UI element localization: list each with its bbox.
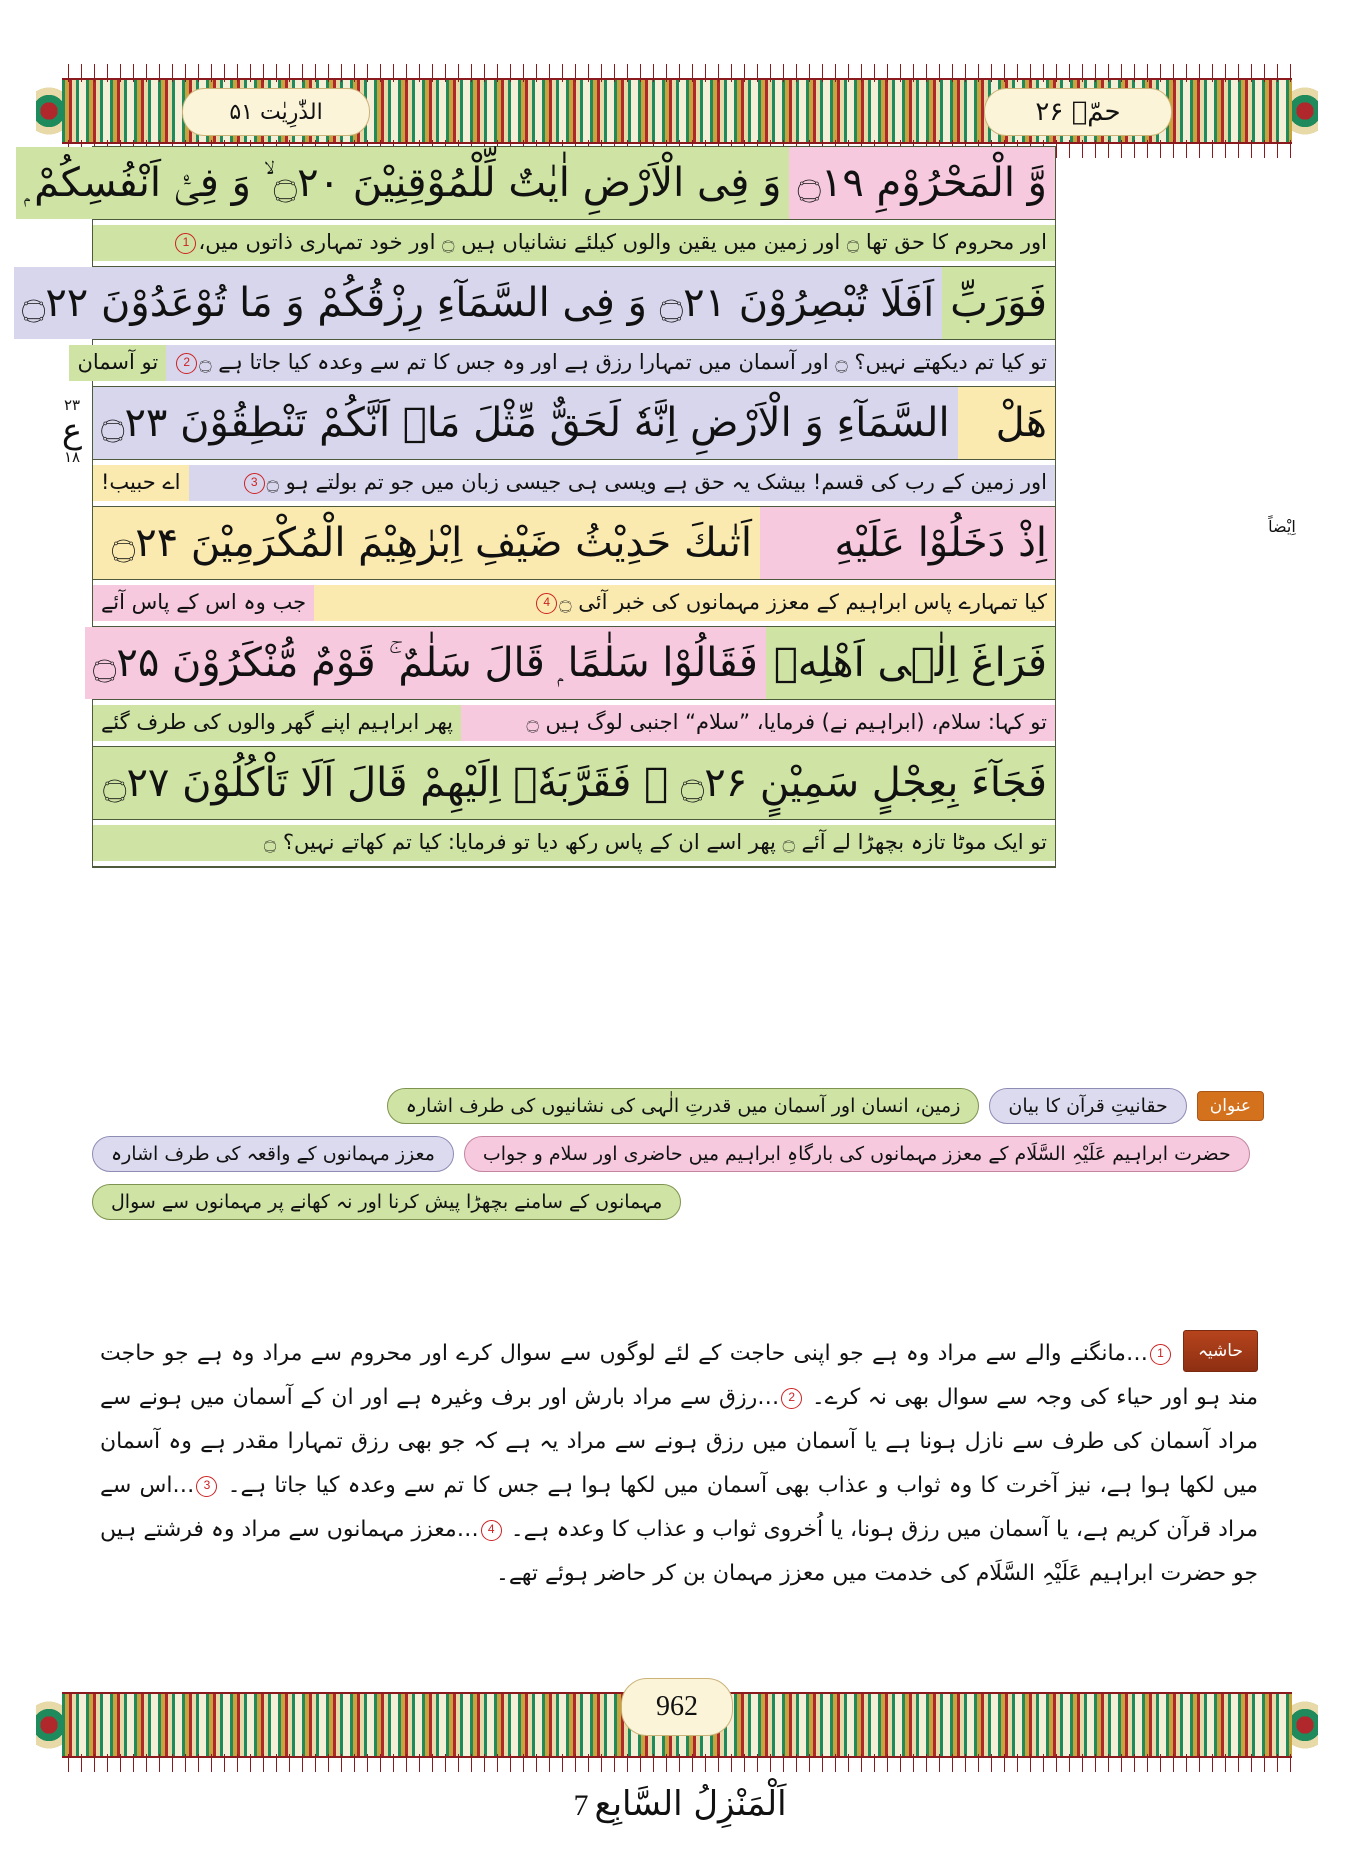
ayah-arabic-row [24, 147, 1055, 220]
hashiya-badge: حاشیہ [1183, 1330, 1258, 1372]
urdu-translation-segment [93, 225, 1055, 261]
ayah-arabic-segment [14, 267, 942, 339]
ayah-arabic-segment [766, 627, 1055, 699]
side-margin-note: اِیْضاً [1268, 517, 1296, 536]
ayah-arabic-segment [85, 627, 766, 699]
surah-name-cartouche: الذّٰرِیٰت ۵۱ [182, 88, 370, 136]
urdu-translation-segment [93, 825, 1055, 861]
footnote-text: …معزز مہمانوں سے مراد وہ فرشتے ہیں جو حضرت ابراہیم عَلَیْہِ السَّلَام کی خدمت میں معزز مہمان بن کر حاضر ہوئے تھے۔ [100, 1517, 1258, 1586]
ayah-urdu-row [93, 580, 1055, 627]
ruku-marker-top-number: ۲۳ [63, 396, 81, 414]
urdu-translation-tail-segment [93, 705, 461, 741]
ayah-urdu-row [93, 820, 1055, 867]
topic-pill: مہمانوں کے سامنے بچھڑا پیش کرنا اور نہ کھانے پر مہمانوں سے سوال [92, 1184, 681, 1220]
ayah-arabic-segment [16, 147, 789, 219]
footnote-text: …اس سے مراد قرآن کریم ہے، یا آسمان میں رزق ہونا، یا اُخروی ثواب و عذاب کا وعدہ ہے۔ [100, 1473, 1258, 1542]
urdu-translation-text: تو کہا: سلام، (ابراہیم نے) فرمایا، ”سلام“ اجنبی لوگ ہیں ۝ [526, 710, 1047, 735]
urdu-translation-segment [461, 705, 1055, 741]
arabic-verse-text: وَّ الْمَحْرُوْمِ ۝۱۹ [797, 160, 1047, 206]
page-number: 962 [621, 1678, 733, 1736]
footnote-marker[interactable]: 4 [536, 593, 557, 614]
arabic-verse-text: فَجَآءَ بِعِجْلٍ سَمِیْنٍ ۝۲۶ ۙ فَقَرَّبَهٗۤ اِلَیْهِمْ قَالَ اَلَا تَاْكُلُوْنَ ۝۲۷ [103, 760, 1047, 806]
ayah-arabic-segment [942, 267, 1055, 339]
urdu-translation-tail-text: اے حبیب! [101, 470, 181, 495]
ayah-arabic-row [93, 507, 1055, 580]
arabic-verse-text: اَفَلَا تُبْصِرُوْنَ ۝۲۱ وَ فِی السَّمَآءِ رِزْقُكُمْ وَ مَا تُوْعَدُوْنَ ۝۲۲ [21, 280, 935, 326]
urdu-translation-text: تو کیا تم دیکھتے نہیں؟ ۝ اور آسمان میں تمہارا رزق ہے اور وہ جس کا تم سے وعدہ کیا جاتا ہے ۝ [199, 350, 1047, 375]
urdu-translation-text: تو ایک موٹا تازہ بچھڑا لے آئے ۝ پھر اسے ان کے پاس رکھ دیا تو فرمایا: کیا تم کھاتے نہیں؟ ۝ [263, 830, 1047, 855]
arabic-verse-text: السَّمَآءِ وَ الْاَرْضِ اِنَّهٗ لَحَقٌّ مِّثْلَ مَاۤ اَنَّكُمْ تَنْطِقُوْنَ ۝۲۳ [101, 400, 950, 446]
footnote-marker[interactable]: 1 [175, 233, 196, 254]
arabic-verse-text: فَوَرَبِّ [950, 280, 1047, 326]
arabic-verse-text: هَلْ [995, 400, 1047, 446]
footnote-text: …مانگنے والے سے مراد وہ ہے جو اپنی حاجت کے لئے لوگوں سے سوال کرے اور محروم سے مراد وہ ہے جو حاجت مند ہو اور حیاء کی وجہ سے سوال بھی نہ کرے۔ [100, 1341, 1258, 1410]
topic-pill: حضرت ابراہیم عَلَیْہِ السَّلَام کے معزز مہمانوں کی بارگاہِ ابراہیم میں حاضری اور سلام و جواب [464, 1136, 1250, 1172]
manzil-label [0, 1784, 1354, 1824]
urdu-translation-text: اور زمین کے رب کی قسم! بیشک یہ حق ہے ویسی ہی جیسی زبان میں جو تم بولتے ہو ۝ [266, 470, 1047, 495]
topic-pill: زمین، انسان اور آسمان میں قدرتِ الٰہی کی نشانیوں کی طرف اشارہ [387, 1088, 980, 1124]
arabic-verse-text: فَقَالُوْا سَلٰمًا ۭ قَالَ سَلٰمٌ ۚ قَوْمٌ مُّنْكَرُوْنَ ۝۲۵ [92, 640, 758, 686]
band-scallop-top [62, 64, 1292, 82]
manzil-text: اَلْمَنْزِلُ السَّابِع [594, 1784, 787, 1824]
ayah-arabic-segment [93, 747, 1055, 819]
urdu-translation-tail-text: جب وہ اس کے پاس آئے [101, 590, 307, 615]
urdu-translation-tail-segment [93, 585, 314, 621]
ayah-arabic-segment [958, 387, 1055, 459]
header-ornamental-band [62, 78, 1292, 144]
ayah-arabic-row [93, 627, 1055, 700]
topic-pill: معزز مہمانوں کے واقعہ کی طرف اشارہ [92, 1136, 454, 1172]
urdu-translation-text: کیا تمہارے پاس ابراہیم کے معزز مہمانوں کی خبر آئی ۝ [559, 590, 1047, 615]
ayah-arabic-row [93, 387, 1055, 460]
urdu-translation-tail-text: پھر ابراہیم اپنے گھر والوں کی طرف گئے [101, 710, 453, 735]
urdu-translation-segment [314, 585, 1055, 621]
topic-headings-section [92, 1088, 1264, 1232]
topic-row [92, 1088, 1264, 1124]
arabic-verse-text: اَتٰىكَ حَدِیْثُ ضَیْفِ اِبْرٰهِیْمَ الْمُكْرَمِیْنَ ۝۲۴ [111, 520, 752, 566]
footnote-number[interactable]: 2 [781, 1388, 802, 1409]
ayah-arabic-segment [760, 507, 1055, 579]
unwan-badge: عنوان [1197, 1091, 1264, 1121]
urdu-translation-tail-segment [69, 345, 166, 381]
footnote-marker[interactable]: 2 [176, 353, 197, 374]
juz-name-cartouche: حمّۤ ۲۶ [984, 88, 1172, 136]
urdu-translation-segment [189, 465, 1055, 501]
footer-ornamental-band [62, 1692, 1292, 1758]
ayah-arabic-segment [93, 507, 760, 579]
ayah-arabic-row [21, 267, 1055, 340]
arabic-verse-text: اِذْ دَخَلُوْا عَلَیْهِ [834, 520, 1047, 566]
ayah-arabic-segment [93, 387, 958, 459]
ayah-urdu-row [93, 700, 1055, 747]
urdu-translation-segment [166, 345, 1055, 381]
topic-pill: حقانیتِ قرآن کا بیان [989, 1088, 1186, 1124]
urdu-translation-tail-text: تو آسمان [77, 350, 159, 375]
footnote-number[interactable]: 1 [1150, 1344, 1171, 1365]
ayah-arabic-row [93, 747, 1055, 820]
footnote-text: …رزق سے مراد بارش اور برف وغیرہ ہے اور ان کے آسمان میں ہونے سے مراد آسمان کی طرف سے نازل ہونا ہے یا آسمان میں رزق ہونے سے مراد یہ ہے کہ جو بھی رزق تمہارا مقدر ہے وہ آسمان میں لکھا ہوا ہے، نیز آخرت کا وہ ثواب و عذاب بھی آسمان میں لکھا ہوا ہے جس کا تم سے وعدہ کیا جاتا ہے۔ [100, 1385, 1258, 1498]
footnotes-body [100, 1341, 1258, 1586]
footnote-number[interactable]: 3 [196, 1476, 217, 1497]
ayah-urdu-row [93, 220, 1055, 267]
ayah-urdu-row [77, 340, 1055, 387]
footnote-marker[interactable]: 3 [244, 473, 265, 494]
arabic-verse-text: وَ فِی الْاَرْضِ اٰیٰتٌ لِّلْمُوْقِنِیْنَ ۝۲۰ ۙ وَ فِیْۤ اَنْفُسِكُمْ ۭ [24, 160, 782, 206]
urdu-translation-text: اور محروم کا حق تھا ۝ اور زمین میں یقین والوں کیلئے نشانیاں ہیں ۝ اور خود تمہاری ذاتوں میں، [198, 230, 1047, 255]
topic-row [92, 1136, 1264, 1172]
footer-band-scallop [62, 1754, 1292, 1772]
manzil-number: 7 [573, 1789, 589, 1822]
topic-row [92, 1184, 1264, 1220]
ruku-marker-bottom-number: ۱۸ [63, 448, 81, 466]
ayah-urdu-row [93, 460, 1055, 507]
urdu-translation-tail-segment [93, 465, 189, 501]
ruku-marker [52, 396, 92, 466]
arabic-verse-text: فَرَاغَ اِلٰۤى اَهْلِهٖ [773, 640, 1047, 686]
footnotes-section [100, 1330, 1258, 1596]
ayah-arabic-segment [789, 147, 1055, 219]
ruku-marker-glyph: ع [61, 411, 83, 451]
footnote-number[interactable]: 4 [481, 1520, 502, 1541]
